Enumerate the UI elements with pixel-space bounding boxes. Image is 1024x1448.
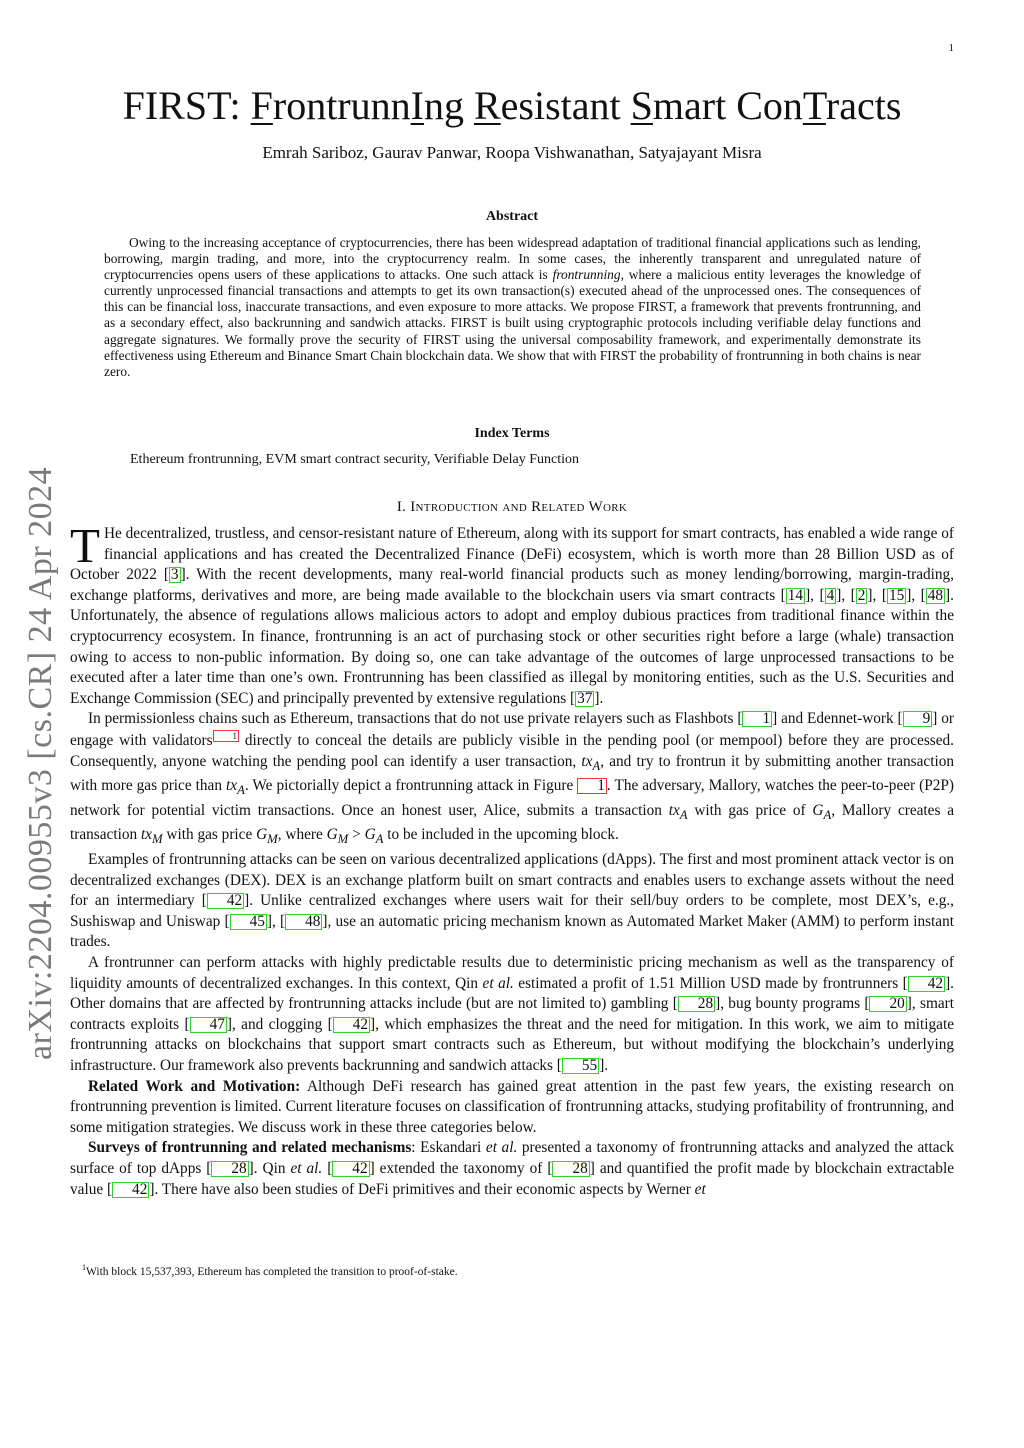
citation-link[interactable]: 42 (908, 976, 945, 992)
figure-link[interactable]: 1 (577, 778, 607, 794)
citation-link[interactable]: 42 (207, 893, 244, 909)
page-number: 1 (948, 42, 954, 54)
paragraph-intro: T He decentralized, trustless, and censor-resistant nature of Ethereum, along with its support for smart contracts, has enabled a wide range of financial applications and has created the Decentralized Finance (DeFi) ecosystem, which is worth more than 28 Billion USD as of October 2022 [ 3 ]. With the recent developments, many real-world financial products such as money lending/borrowing, margin-trading, exchange platforms, derivatives and more, are being made available to the blockchain users via smart contracts [ 14 ], [ 4 ], [ 2 ], [ 15 ], [ 48 ]. Unfortunately, the absence of regulations allows malicious actors to adopt and employ dubious practices from traditional finance within the cryptocurrency ecosystem. In finance, frontrunning is an act of purchasing stock or other securities right before a large (whale) transaction owing to access to non-public information. By doing so, one can take advantage of the outcomes of large unprocessed transactions to be executed after a later time than one’s own. Frontrunning has been classified as illegal by monitoring entities, such as the U.S. Securities and Exchange Commission (SEC) and principally prevented by extensive regulations [ 37 ]. (70, 518, 954, 707)
citation-link[interactable]: 9 (903, 711, 933, 727)
footnote-mark: 1 (82, 1263, 86, 1272)
footnote-link[interactable]: 1 (213, 730, 240, 742)
index-terms-body: Ethereum frontrunning, EVM smart contract security, Verifiable Delay Function (130, 452, 580, 467)
citation-link[interactable]: 37 (577, 689, 593, 707)
citation-link[interactable]: 55 (562, 1058, 599, 1074)
citation-link[interactable]: 28 (211, 1161, 248, 1177)
paragraph-examples: Examples of frontrunning attacks can be seen on various decentralized applications (dApps). The first and most prominent attack vector is on decentralized exchanges (DEX). DEX is an exchange platform built on smart contracts and enables users to exchange assets without the need for an intermediary [ 42 ]. Unlike centralized exchanges where users wait for their sell/buy orders to be complete, most DEX’s, e.g., Sushiswap and Uniswap [ 45 ], [ 48 ], use an automatic pricing mechanism known as Automated Market Maker (AMM) to perform instant trades. (70, 851, 954, 951)
citation-link[interactable]: 42 (332, 1161, 369, 1177)
paragraph-permissionless: In permissionless chains such as Ethereum, transactions that do not use private relayers such as Flashbots [ 1 ] and Edennet-work [ 9 ] or engage with validators 1 directly to conceal the details are publicly visible in the pending pool (or mempool) before they are processed. Consequently, anyone watching the pending pool can identify a user transaction, $tx_A$, and try to frontrun it by submitting another transaction with more gas price than $tx_A$. We pictorially depict a frontrunning attack in Figure 1 . The adversary, Mallory, watches the peer-to-peer (P2P) network for potential victim transactions. Once an honest user, Alice, submits a transaction $tx_A$ with gas price of $G_A$, Mallory creates a transaction $tx_M$ with gas price $G_M$, where $G_M > G_A$ to be included in the upcoming block. (70, 710, 954, 847)
citation-link[interactable]: 14 (787, 586, 804, 604)
arxiv-identifier-stamp: arXiv:2204.00955v3 [cs.CR] 24 Apr 2024 (22, 466, 59, 1060)
footnote: $^1$With block 15,537,393, Ethereum has completed the transition to proof-of-stake. (82, 1263, 458, 1278)
author-list: Emrah Sariboz, Gaurav Panwar, Roopa Vishwanathan, Satyajayant Misra (262, 143, 762, 162)
citation-link[interactable]: 1 (742, 711, 772, 727)
abstract-body: Owing to the increasing acceptance of cryptocurrencies, there has been widespread adaptation of traditional financial applications such as lending, borrowing, margin trading, and more, into the cryptocurrency realm. In some cases, the inherently transparent and unregulated nature of cryptocurrencies opens users of these applications to attacks. One such attack is frontrunning, where a malicious entity leverages the knowledge of currently unprocessed financial transactions and attempts to get its own transaction(s) executed ahead of the unprocessed ones. The consequences of this can be financial loss, inaccurate transactions, and even exposure to more attacks. We propose FIRST, a framework that prevents frontrunning, and as a secondary effect, also backrunning and sandwich attacks. FIRST is built using cryptographic protocols including verifiable delay functions and aggregate signatures. We formally prove the security of FIRST using the universal composability framework, and experimentally demonstrate its effectiveness using Ethereum and Binance Smart Chain blockchain data. We show that with FIRST the probability of frontrunning in both chains is near zero. (104, 235, 921, 379)
citation-link[interactable]: 48 (285, 914, 322, 930)
paragraph-related-work: Related Work and Motivation: Although DeFi research has gained great attention in the past few years, the existing research on frontrunning prevention is limited. Current literature focuses on classification of frontrunning attacks, studying profitability of frontrunning, and some mitigation strategies. We discuss work in these three categories below. (70, 1077, 954, 1136)
citation-link[interactable]: 42 (112, 1182, 149, 1198)
citation-link[interactable]: 20 (869, 996, 906, 1012)
paper-title: FIRST: FrontrunnIng Resistant Smart ConTracts (122, 83, 902, 128)
citation-link[interactable]: 15 (888, 586, 905, 604)
citation-link[interactable]: 42 (333, 1017, 370, 1033)
drop-cap: T (70, 518, 100, 573)
index-terms-heading: Index Terms (474, 426, 550, 441)
section-heading: I. Introduction and Related Work (396, 499, 628, 515)
citation-link[interactable]: 28 (678, 996, 715, 1012)
main-body-text (70, 518, 954, 1200)
abstract-heading: Abstract (485, 209, 539, 224)
citation-link[interactable]: 47 (190, 1017, 227, 1033)
citation-link[interactable]: 45 (230, 914, 267, 930)
paragraph-surveys: Surveys of frontrunning and related mechanisms: Eskandari et al. presented a taxonomy of frontrunning attacks and analyzed the attack surface of top dApps [ 28 ]. Qin et al. [ 42 ] extended the taxonomy of [ 28 ] and quantified the profit made by blockchain extractable value [ 42 ]. There have also been studies of DeFi primitives and their economic aspects by Werner et (70, 1139, 954, 1198)
paragraph-frontrunner: A frontrunner can perform attacks with highly predictable results due to deterministic pricing mechanism as well as the transparency of liquidity amounts of decentralized exchanges. In this context, Qin et al. estimated a profit of 1.51 Million USD made by frontrunners [ 42 ]. Other domains that are affected by frontrunning attacks include (but are not limited to) gambling [ 28 ], bug bounty programs [ 20 ], smart contracts exploits [ 47 ], and clogging [ 42 ], which emphasizes the threat and the need for mitigation. In this work, we aim to mitigate frontrunning attacks on blockchains that support smart contracts such as Ethereum, but without modifying the blockchain’s underlying infrastructure. Our framework also prevents backrunning and sandwich attacks [ 55 ]. (70, 954, 954, 1075)
citation-link[interactable]: 2 (857, 586, 866, 604)
citation-link[interactable]: 3 (170, 566, 179, 584)
citation-link[interactable]: 48 (927, 586, 944, 604)
citation-link[interactable]: 28 (552, 1161, 589, 1177)
citation-link[interactable]: 4 (826, 586, 835, 604)
